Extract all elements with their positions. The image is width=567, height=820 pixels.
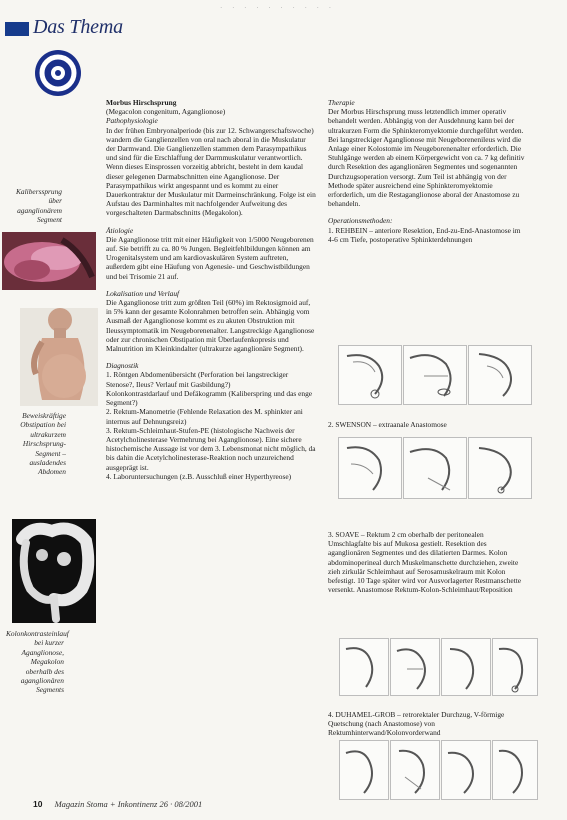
diagram-duhamel-4: [492, 740, 538, 800]
diagram-soave-4: [492, 638, 538, 696]
magazine-issue: Magazin Stoma + Inkontinenz 26 · 08/2001: [54, 799, 203, 809]
lokal-heading: Lokalisation und Verlauf: [106, 288, 180, 298]
xray-contrast-enema: [12, 519, 96, 623]
diagram-soave-1: [339, 638, 389, 696]
therapy-heading: Therapie: [328, 98, 355, 107]
aetiology-text: Die Aganglionose tritt mit einer Häufigkeit von 1/5000 Neugeborenen auf. Sie betrifft zu ca. 80 % Jungen. Begleitfehlbildungen können am Urogenitalsystem und am kardiovaskulären System auftreten, außerdem gibt eine Häufung von Agenesie- und Geschwistbildungen und bei Trisomie 21 auf.: [106, 234, 314, 281]
diagram-rehbein-1: [338, 345, 402, 405]
therapy-text: Der Morbus Hirschsprung muss letztendlich immer operativ behandelt werden. Abhängig von der Ausdehnung kann bei der ultrakurzen Form die Sphinkteromyektomie durchgeführt werden. Bei langstreckiger Aganglionose mit Neugeborenenileus wird die Anlage einer Kolostomie im Neugeborenenalter erforderlich. Die Stuhlgänge werden ab einem Körpergewicht von ca. 7 kg definitiv durch Resektion des aganglionären Segmentes und sogenannten Durchzugsoperation versorgt. Zum Teil ist abhängig von der Methode später ausreichend eine Sphinkteromyektomie erforderlich, um die Restaganglionose aboral der Anastomose zu behandeln.: [328, 107, 525, 209]
diag-item: 4. Laboruntersuchungen (z.B. Ausschluß einer Hyperthyreose): [106, 471, 292, 481]
op-swenson-text: 2. SWENSON – extraanale Anastomose: [328, 420, 447, 429]
diag-item: 3. Rektum-Schleimhaut-Stufen-PE (histologische Nachweis der Acetylcholinesterase Vermehrung bei Aganglionose). Eine sichere histochemische Aussage ist vor dem 3. Lebensmonat nicht möglich, da bis dahin die Acetylcholinesterase-Reaktion noch unzureichend ausgeprägt ist.: [106, 425, 316, 472]
caption-kolonkontrast: Kolonkontrasteinlauf bei kurzer Aganglionose, Megakolon oberhalb des aganglionären Segments: [6, 629, 69, 695]
diagram-rehbein-2: [403, 345, 467, 405]
diag-item: 1. Röntgen Abdomenübersicht (Perforation bei langstreckiger Stenose?, Ileus? Verlauf mit Gasbildung?): [106, 370, 289, 389]
op-rehbein-text: 1. REHBEIN – anteriore Resektion, End-zu-End-Anastomose im 4-6 cm Tiefe, postoperative Sphinkterdehnungen: [328, 225, 521, 244]
article-subtitle: (Megacolon congenitum, Aganglionose): [106, 107, 226, 117]
diagram-duhamel-3: [441, 740, 491, 800]
caption-kalibersprung: Kaliberssprung über aganglionärem Segment: [16, 187, 62, 225]
diag-item: Kolonkontrastdarlauf und Defäkogramm (Kaliberspring und das enge Segment?): [106, 388, 313, 408]
section-marker: [5, 22, 29, 36]
diagram-swenson-3: [468, 437, 532, 499]
main-text-column: [106, 98, 316, 489]
op-duhamel-text: 4. DUHAMEL-GROB – retrorektaler Durchzug, V-förmige Quetschung (nach Anastomose) von Rektumhinterwand/Kolonvorderwand: [328, 710, 505, 738]
diagram-duhamel-2: [390, 740, 440, 800]
surgical-photo-bowel: [2, 232, 96, 290]
logo-spiral-icon: [33, 48, 83, 98]
ops-heading: Operationsmethoden:: [328, 216, 393, 226]
aetiology-heading: Ätiologie: [106, 225, 134, 235]
page-footer: [33, 799, 202, 809]
lokal-text: Die Aganglionose tritt zum größten Teil (60%) im Rektosigmoid auf, in 5% kann der gesamte Kolonrahmen betroffen sein. Abhängig vom Ausmaß der Aganglionose kommt es zu akuten Obstruktion mit Ileussymptomatik im Neugeborenenalter. Langstreckige Aganglionose oder zur chronischen Obstipation mit Überlaufenkopresis und Malnutrition im Kleinkindalter (ultrakurze aganglionäre Segment).: [106, 298, 315, 354]
diag-item: 2. Rektum-Manometrie (Fehlende Relaxation des M. sphinkter ani internus auf Dehnungsreiz): [106, 407, 303, 426]
diag-heading: Diagnostik: [106, 361, 139, 371]
diagram-duhamel-1: [339, 740, 389, 800]
pathophys-heading: Pathophysiologie: [106, 116, 158, 126]
page-number: 10: [33, 799, 43, 809]
diagram-rehbein-3: [468, 345, 532, 405]
caption-obstipation: Beweiskräftige Obstipation bei ultrakurzem Hirschsprung-Segment – ausladendes Abdomen: [20, 411, 66, 477]
diagram-soave-2: [390, 638, 440, 696]
diagram-swenson-1: [338, 437, 402, 499]
pathophys-text: In der frühen Embryonalperiode (bis zur 12. Schwangerschaftswoche) wandern die Ganglienzellen von oral nach aboral in die Muskulatur der Darmwand. Die Ganglienzellen stammen dem Parasympathikus und sind für die Erschlaffung der Darmmuskulatur verantwortlich. Wenn dieses Einsprossen vorzeitig abbricht, besteht in dem kaudal dieser gelegenen Darmabschnitten eine Aganglionose. Der Parasympathikus wirkt angespannt und es kommt zu einer Dauerkontraktur der Muskulatur mit Darmeinschränkung. Folge ist ein Aufstau des Darminhaltes mit nachfolgender Aufweitung des vorgeschalteten Darmabschnitts (Megakolon).: [106, 125, 316, 218]
diagram-swenson-2: [403, 437, 467, 499]
op-soave-text: 3. SOAVE – Rektum 2 cm oberhalb der peritonealen Umschlagfalte bis auf Mukosa gestielt. Resektion des aganglionären Segmentes und des dilatierten Darmes. Kolon abdominoperineal durch Muskelmanschette durchziehen, zweite zieh zirkulär Schleimhaut auf Serosamuskelraum mit Kolon befestigt. 10 Tage später wird vor Ausvorlagerter Restmanschette versenkt. Anastomose Rektum-Kolon-Schleimhaut/Reposition: [328, 530, 522, 595]
print-registration-dots: · · · · · · · · · ·: [220, 4, 336, 12]
photo-child-abdomen: [20, 308, 98, 406]
diagram-soave-3: [441, 638, 491, 696]
article-title: Morbus Hirschsprung: [106, 98, 177, 107]
section-title: Das Thema: [33, 16, 123, 38]
therapy-column: [328, 98, 528, 244]
